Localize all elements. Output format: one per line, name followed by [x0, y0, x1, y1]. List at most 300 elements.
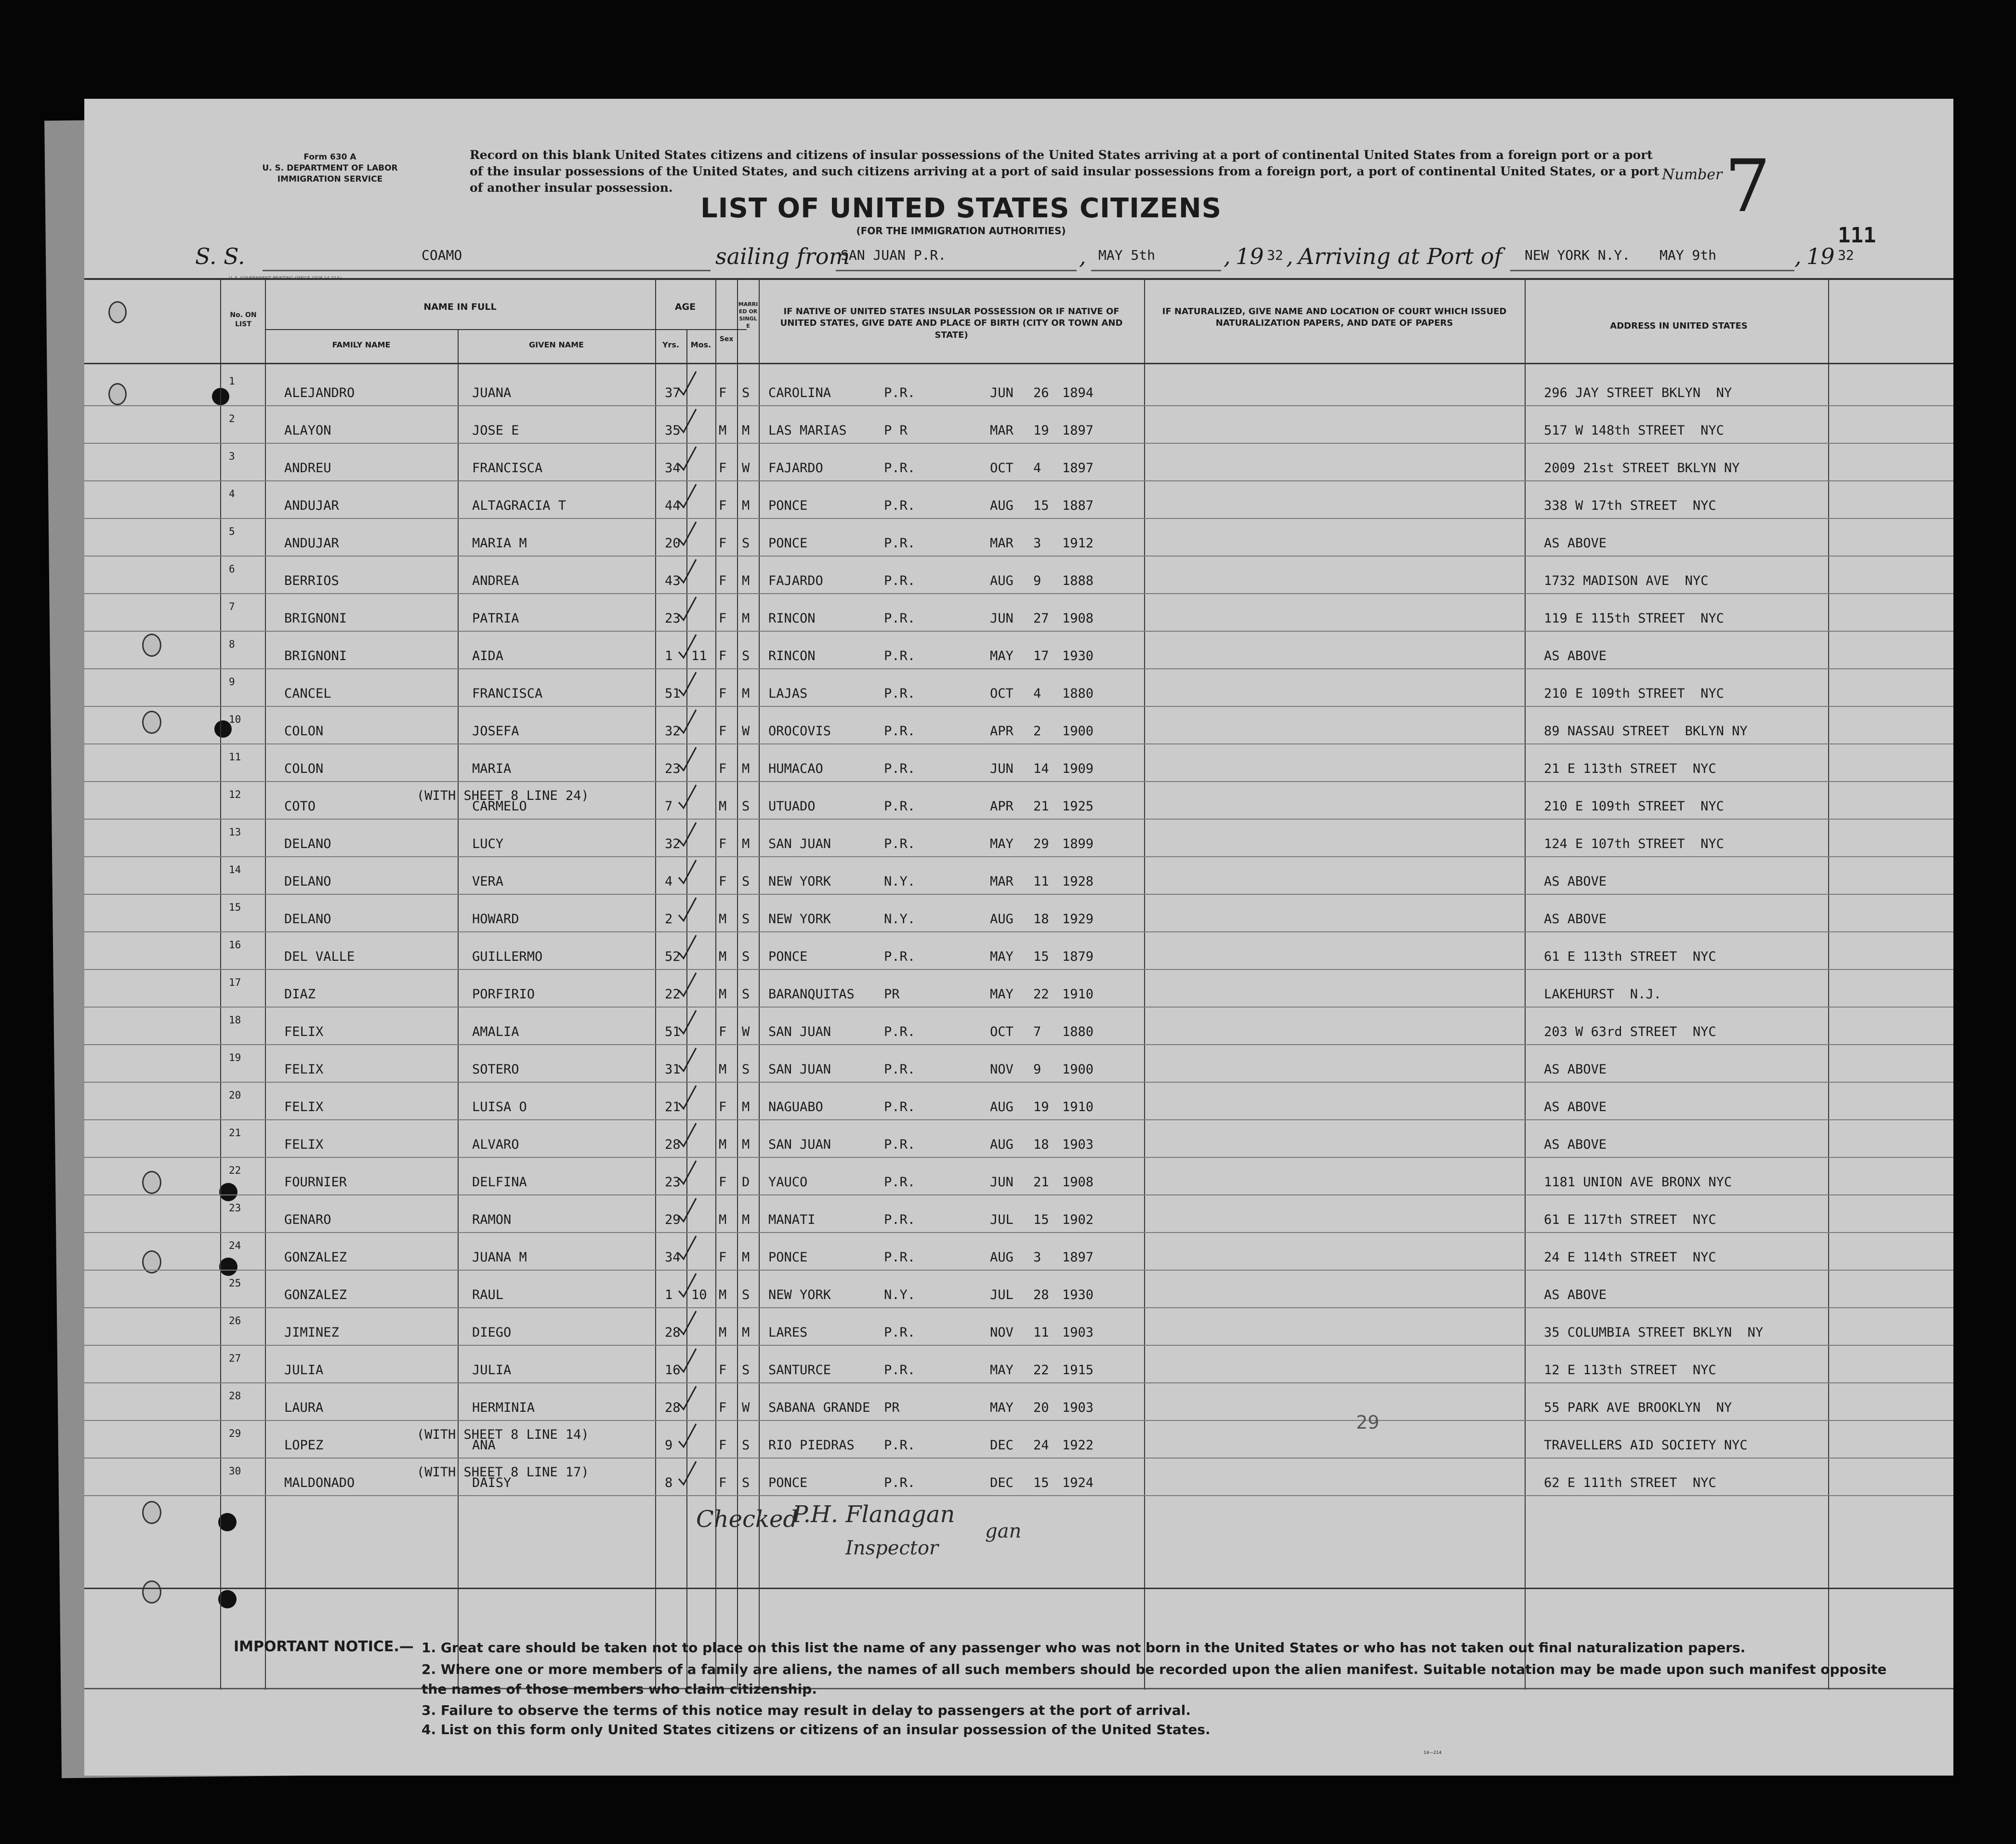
birth-place: LAS MARIAS — [768, 423, 847, 438]
family-name: BRIGNONI — [284, 611, 347, 626]
row-number: 17 — [229, 977, 241, 988]
check-mark-icon — [677, 1159, 698, 1186]
table-row — [84, 1045, 1953, 1083]
birth-state: P.R. — [884, 385, 916, 400]
family-name: JULIA — [284, 1363, 324, 1378]
marital-status: S — [742, 799, 750, 814]
voyage-line: S. S. COAMO sailing from SAN JUAN P.R. , MAY 5th , 19 32 , Arriving at Port of NEW YORK N.Y. MAY 9th , 19 32 — [84, 243, 1953, 272]
given-name: JUANA — [472, 385, 512, 400]
punch-hole — [142, 1580, 161, 1604]
birth-place: RINCON — [768, 649, 816, 663]
given-name: MARIA M — [472, 536, 527, 551]
birth-state: P.R. — [884, 799, 916, 814]
table-top-rule — [84, 278, 1953, 280]
family-name: FOURNIER — [284, 1175, 347, 1190]
address: 24 E 114th STREET NYC — [1544, 1250, 1716, 1265]
marital-status: W — [742, 461, 750, 476]
birth-day: 4 — [1033, 461, 1041, 476]
birth-year: 1897 — [1062, 1250, 1094, 1265]
birth-state: P.R. — [884, 1475, 916, 1490]
table-row — [84, 820, 1953, 857]
age-years: 51 — [665, 686, 681, 701]
given-name: ANA — [472, 1438, 496, 1453]
departure-date: MAY 5th — [1098, 247, 1156, 263]
birth-state: P.R. — [884, 461, 916, 476]
birth-place: MANATI — [768, 1212, 816, 1227]
birth-place: RINCON — [768, 611, 816, 626]
birth-year: 1887 — [1062, 498, 1094, 513]
birth-state: P.R. — [884, 536, 916, 551]
address: AS ABOVE — [1544, 649, 1607, 663]
age-years: 34 — [665, 1250, 681, 1265]
row-number: 29 — [229, 1428, 241, 1439]
birth-day: 21 — [1033, 1175, 1049, 1190]
birth-month: AUG — [990, 573, 1014, 588]
family-name: LOPEZ — [284, 1438, 324, 1453]
birth-state: P.R. — [884, 498, 916, 513]
row-number: 16 — [229, 939, 241, 951]
check-mark-icon — [677, 821, 698, 848]
cross-reference-note: (WITH SHEET 8 LINE 24) — [417, 788, 589, 803]
given-name: JOSE E — [472, 423, 519, 438]
address: 89 NASSAU STREET BKLYN NY — [1544, 724, 1748, 739]
row-number: 24 — [229, 1240, 241, 1251]
given-name: FRANCISCA — [472, 686, 543, 701]
birth-place: NAGUABO — [768, 1100, 823, 1114]
birth-place: PONCE — [768, 1475, 808, 1490]
sex: F — [719, 1250, 727, 1265]
family-name: FELIX — [284, 1024, 324, 1039]
family-name: ANDUJAR — [284, 498, 339, 513]
table-row — [84, 857, 1953, 895]
marital-status: S — [742, 1287, 750, 1302]
sex: F — [719, 385, 727, 400]
birth-month: MAY — [990, 987, 1014, 1002]
sex: F — [719, 1438, 727, 1453]
check-mark-icon — [677, 1347, 698, 1374]
birth-place: PONCE — [768, 536, 808, 551]
birth-place: FAJARDO — [768, 573, 823, 588]
row-number: 8 — [229, 638, 235, 650]
birth-place: PONCE — [768, 1250, 808, 1265]
birth-year: 1894 — [1062, 385, 1094, 400]
birth-month: JUN — [990, 385, 1014, 400]
birth-day: 4 — [1033, 686, 1041, 701]
marital-status: S — [742, 385, 750, 400]
given-name: LUCY — [472, 836, 504, 851]
given-name: PORFIRIO — [472, 987, 535, 1002]
birth-year: 1888 — [1062, 573, 1094, 588]
birth-year: 1879 — [1062, 949, 1094, 964]
birth-day: 19 — [1033, 1100, 1049, 1114]
check-mark-icon — [677, 1196, 698, 1223]
birth-year: 1922 — [1062, 1438, 1094, 1453]
birth-month: JUL — [990, 1287, 1014, 1302]
check-mark-icon — [677, 595, 698, 622]
birth-place: NEW YORK — [768, 874, 831, 889]
table-row — [84, 369, 1953, 406]
check-mark-icon — [677, 896, 698, 923]
form-number: Form 630 A — [303, 152, 356, 162]
check-mark-icon — [677, 783, 698, 810]
page-subtitle: (FOR THE IMMIGRATION AUTHORITIES) — [856, 225, 1066, 237]
check-mark-icon — [677, 745, 698, 772]
address: 296 JAY STREET BKLYN NY — [1544, 385, 1732, 400]
age-years: 4 — [665, 874, 673, 889]
table-row — [84, 1158, 1953, 1195]
check-mark-icon — [677, 1422, 698, 1449]
check-mark-icon — [677, 933, 698, 960]
birth-month: OCT — [990, 461, 1014, 476]
age-years: 2 — [665, 912, 673, 927]
family-name: ALEJANDRO — [284, 385, 355, 400]
arrival-year: 32 — [1838, 247, 1854, 263]
age-months: 11 — [691, 649, 707, 663]
birth-month: MAR — [990, 423, 1014, 438]
table-row — [84, 557, 1953, 594]
marital-status: M — [742, 1212, 750, 1227]
sex: F — [719, 1175, 727, 1190]
sex: F — [719, 1400, 727, 1415]
marital-status: S — [742, 1438, 750, 1453]
birth-place: BARANQUITAS — [768, 987, 855, 1002]
table-row — [84, 444, 1953, 481]
check-mark-icon — [677, 445, 698, 472]
address: LAKEHURST N.J. — [1544, 987, 1661, 1002]
age-subheader-rule — [655, 329, 715, 330]
header-family-name: FAMILY NAME — [332, 340, 391, 349]
given-name: RAMON — [472, 1212, 512, 1227]
marital-status: W — [742, 724, 750, 739]
arrival-port: NEW YORK N.Y. — [1525, 247, 1631, 263]
given-name: GUILLERMO — [472, 949, 543, 964]
table-bottom-rule — [84, 1588, 1953, 1589]
check-mark-icon — [677, 520, 698, 547]
header-no: No. ON LIST — [230, 311, 257, 328]
birth-place: CAROLINA — [768, 385, 831, 400]
header-marital-status: MARRIED OR SINGLE — [738, 301, 758, 329]
birth-year: 1903 — [1062, 1325, 1094, 1340]
birth-place: SAN JUAN — [768, 1062, 831, 1077]
address: 1181 UNION AVE BRONX NYC — [1544, 1175, 1732, 1190]
birth-year: 1908 — [1062, 1175, 1094, 1190]
check-mark-icon — [677, 1272, 698, 1299]
family-name: FELIX — [284, 1100, 324, 1114]
birth-month: AUG — [990, 1137, 1014, 1152]
birth-year: 1903 — [1062, 1400, 1094, 1415]
given-name: DIEGO — [472, 1325, 512, 1340]
birth-month: APR — [990, 724, 1014, 739]
age-years: 37 — [665, 385, 681, 400]
birth-state: P.R. — [884, 836, 916, 851]
sex: M — [719, 1212, 727, 1227]
birth-month: JUN — [990, 1175, 1014, 1190]
sex: M — [719, 1287, 727, 1302]
sex: M — [719, 949, 727, 964]
sex: F — [719, 1475, 727, 1490]
birth-state: P.R. — [884, 1250, 916, 1265]
address: 210 E 109th STREET NYC — [1544, 686, 1724, 701]
sailing-from-label: sailing from — [715, 243, 850, 269]
birth-state: P.R. — [884, 1062, 916, 1077]
birth-day: 28 — [1033, 1287, 1049, 1302]
given-name: DELFINA — [472, 1175, 527, 1190]
birth-year: 1902 — [1062, 1212, 1094, 1227]
signature-title: Inspector — [845, 1537, 939, 1559]
birth-month: JUN — [990, 611, 1014, 626]
birth-day: 14 — [1033, 761, 1049, 776]
birth-month: DEC — [990, 1438, 1014, 1453]
address: 61 E 117th STREET NYC — [1544, 1212, 1716, 1227]
row-number: 30 — [229, 1465, 241, 1477]
address: AS ABOVE — [1544, 1062, 1607, 1077]
age-years: 28 — [665, 1137, 681, 1152]
birth-year: 1910 — [1062, 1100, 1094, 1114]
check-mark-icon — [677, 1459, 698, 1486]
birth-place: PONCE — [768, 949, 808, 964]
age-years: 34 — [665, 461, 681, 476]
given-name: VERA — [472, 874, 504, 889]
birth-state: P.R. — [884, 724, 916, 739]
birth-state: P.R. — [884, 949, 916, 964]
family-name: DELANO — [284, 836, 331, 851]
birth-place: OROCOVIS — [768, 724, 831, 739]
sex: F — [719, 611, 727, 626]
birth-day: 11 — [1033, 1325, 1049, 1340]
sex: F — [719, 686, 727, 701]
birth-day: 2 — [1033, 724, 1041, 739]
birth-state: P.R. — [884, 1137, 916, 1152]
birth-state: P.R. — [884, 611, 916, 626]
address: 2009 21st STREET BKLYN NY — [1544, 461, 1740, 476]
marital-status: S — [742, 649, 750, 663]
punch-hole — [142, 1501, 161, 1524]
age-years: 23 — [665, 1175, 681, 1190]
birth-state: N.Y. — [884, 874, 916, 889]
signature-checked: Checked — [696, 1506, 798, 1533]
marital-status: S — [742, 874, 750, 889]
arrival-date: MAY 9th — [1660, 247, 1717, 263]
birth-place: SAN JUAN — [768, 836, 831, 851]
table-row — [84, 1120, 1953, 1158]
family-name: COLON — [284, 724, 324, 739]
birth-year: 1924 — [1062, 1475, 1094, 1490]
ss-label: S. S. — [195, 243, 245, 269]
family-name: DEL VALLE — [284, 949, 355, 964]
marital-status: M — [742, 761, 750, 776]
marital-status: M — [742, 1250, 750, 1265]
birth-day: 7 — [1033, 1024, 1041, 1039]
given-name: RAUL — [472, 1287, 504, 1302]
family-name: COTO — [284, 799, 316, 814]
row-number: 23 — [229, 1202, 241, 1214]
birth-state: P.R. — [884, 649, 916, 663]
row-number: 26 — [229, 1315, 241, 1327]
table-row — [84, 970, 1953, 1008]
address: TRAVELLERS AID SOCIETY NYC — [1544, 1438, 1748, 1453]
birth-month: JUN — [990, 761, 1014, 776]
family-name: JIMINEZ — [284, 1325, 339, 1340]
age-years: 32 — [665, 836, 681, 851]
given-name: SOTERO — [472, 1062, 519, 1077]
birth-day: 9 — [1033, 1062, 1041, 1077]
age-years: 31 — [665, 1062, 681, 1077]
birth-year: 1900 — [1062, 1062, 1094, 1077]
row-number: 4 — [229, 488, 235, 500]
birth-day: 19 — [1033, 423, 1049, 438]
sex: F — [719, 874, 727, 889]
birth-year: 1915 — [1062, 1363, 1094, 1378]
marital-status: M — [742, 498, 750, 513]
address: AS ABOVE — [1544, 874, 1607, 889]
sex: M — [719, 799, 727, 814]
check-mark-icon — [677, 1008, 698, 1035]
family-name: ANDUJAR — [284, 536, 339, 551]
family-name: CANCEL — [284, 686, 331, 701]
age-years: 28 — [665, 1325, 681, 1340]
address: 1732 MADISON AVE NYC — [1544, 573, 1709, 588]
given-name: ALVARO — [472, 1137, 519, 1152]
birth-place: PONCE — [768, 498, 808, 513]
age-years: 43 — [665, 573, 681, 588]
birth-day: 11 — [1033, 874, 1049, 889]
age-years: 35 — [665, 423, 681, 438]
given-name: DAISY — [472, 1475, 512, 1490]
birth-year: 1900 — [1062, 724, 1094, 739]
table-row — [84, 406, 1953, 444]
age-years: 7 — [665, 799, 673, 814]
row-number: 11 — [229, 751, 241, 763]
birth-year: 1925 — [1062, 799, 1094, 814]
birth-state: P.R. — [884, 761, 916, 776]
age-years: 52 — [665, 949, 681, 964]
sex: F — [719, 761, 727, 776]
table-row — [84, 1083, 1953, 1120]
given-name: CARMELO — [472, 799, 527, 814]
birth-day: 20 — [1033, 1400, 1049, 1415]
birth-month: AUG — [990, 912, 1014, 927]
sex: M — [719, 1062, 727, 1077]
check-mark-icon — [677, 557, 698, 584]
sex: F — [719, 461, 727, 476]
birth-state: PR — [884, 1400, 900, 1415]
birth-day: 15 — [1033, 949, 1049, 964]
table-row — [84, 707, 1953, 744]
sex: F — [719, 536, 727, 551]
number-label: Number — [1662, 166, 1723, 183]
row-number: 1 — [229, 375, 235, 387]
check-mark-icon — [677, 1084, 698, 1111]
table-row — [84, 895, 1953, 932]
birth-year: 1908 — [1062, 611, 1094, 626]
marital-status: M — [742, 423, 750, 438]
given-name: PATRIA — [472, 611, 519, 626]
sex: F — [719, 1100, 727, 1114]
age-years: 22 — [665, 987, 681, 1002]
marital-status: W — [742, 1400, 750, 1415]
row-number: 5 — [229, 526, 235, 537]
notice-item: 3. Failure to observe the terms of this notice may result in delay to passengers at the port of arrival. — [422, 1702, 1191, 1718]
birth-state: P.R. — [884, 1100, 916, 1114]
birth-month: MAY — [990, 949, 1014, 964]
birth-day: 26 — [1033, 385, 1049, 400]
table-row — [84, 1421, 1953, 1459]
check-mark-icon — [677, 1234, 698, 1261]
birth-place: HUMACAO — [768, 761, 823, 776]
form-identifier — [195, 152, 465, 185]
ship-name: COAMO — [422, 247, 462, 263]
birth-month: NOV — [990, 1062, 1014, 1077]
age-years: 29 — [665, 1212, 681, 1227]
age-years: 20 — [665, 536, 681, 551]
table-row — [84, 594, 1953, 632]
given-name: HOWARD — [472, 912, 519, 927]
birth-day: 21 — [1033, 799, 1049, 814]
notice-item: 2. Where one or more members of a family are aliens, the names of all such members should be recorded upon the alien manifest. Suitable notation may be made upon such manifest opposite the names of those members who claim citizenship. — [422, 1661, 1887, 1697]
address: AS ABOVE — [1544, 536, 1607, 551]
birth-state: PR — [884, 987, 900, 1002]
marital-status: S — [742, 949, 750, 964]
sex: M — [719, 1137, 727, 1152]
birth-state: P.R. — [884, 1363, 916, 1378]
given-name: FRANCISCA — [472, 461, 543, 476]
sex: F — [719, 836, 727, 851]
birth-place: SAN JUAN — [768, 1024, 831, 1039]
birth-state: P.R. — [884, 1325, 916, 1340]
birth-day: 22 — [1033, 987, 1049, 1002]
birth-year: 1930 — [1062, 649, 1094, 663]
given-name: ALTAGRACIA T — [472, 498, 567, 513]
list-number: 7 — [1725, 145, 1771, 228]
birth-day: 9 — [1033, 573, 1041, 588]
header-naturalized: IF NATURALIZED, GIVE NAME AND LOCATION OF COURT WHICH ISSUED NATURALIZATION PAPERS, AND DATE OF PAPERS — [1162, 306, 1507, 329]
row-number: 25 — [229, 1277, 241, 1289]
address: 210 E 109th STREET NYC — [1544, 799, 1724, 814]
marital-status: M — [742, 1100, 750, 1114]
address: 61 E 113th STREET NYC — [1544, 949, 1716, 964]
birth-year: 1929 — [1062, 912, 1094, 927]
signature-name: P.H. Flanagan — [792, 1501, 955, 1528]
table-row — [84, 481, 1953, 519]
birth-month: AUG — [990, 1100, 1014, 1114]
marital-status: M — [742, 686, 750, 701]
marital-status: D — [742, 1175, 750, 1190]
family-name: ALAYON — [284, 423, 331, 438]
age-years: 9 — [665, 1438, 673, 1453]
family-name: BERRIOS — [284, 573, 339, 588]
birth-month: OCT — [990, 686, 1014, 701]
birth-state: P.R. — [884, 686, 916, 701]
birth-month: MAY — [990, 836, 1014, 851]
birth-month: MAR — [990, 536, 1014, 551]
birth-month: MAR — [990, 874, 1014, 889]
birth-day: 24 — [1033, 1438, 1049, 1453]
given-name: JOSEFA — [472, 724, 519, 739]
address: 12 E 113th STREET NYC — [1544, 1363, 1716, 1378]
age-years: 21 — [665, 1100, 681, 1114]
birth-day: 15 — [1033, 1212, 1049, 1227]
manifest-page — [84, 99, 1953, 1776]
birth-month: OCT — [990, 1024, 1014, 1039]
family-name: COLON — [284, 761, 324, 776]
header-months: Mos. — [690, 340, 712, 349]
birth-day: 18 — [1033, 1137, 1049, 1152]
table-row — [84, 519, 1953, 557]
check-mark-icon — [677, 407, 698, 434]
sex: M — [719, 912, 727, 927]
birth-day: 22 — [1033, 1363, 1049, 1378]
sex: M — [719, 987, 727, 1002]
